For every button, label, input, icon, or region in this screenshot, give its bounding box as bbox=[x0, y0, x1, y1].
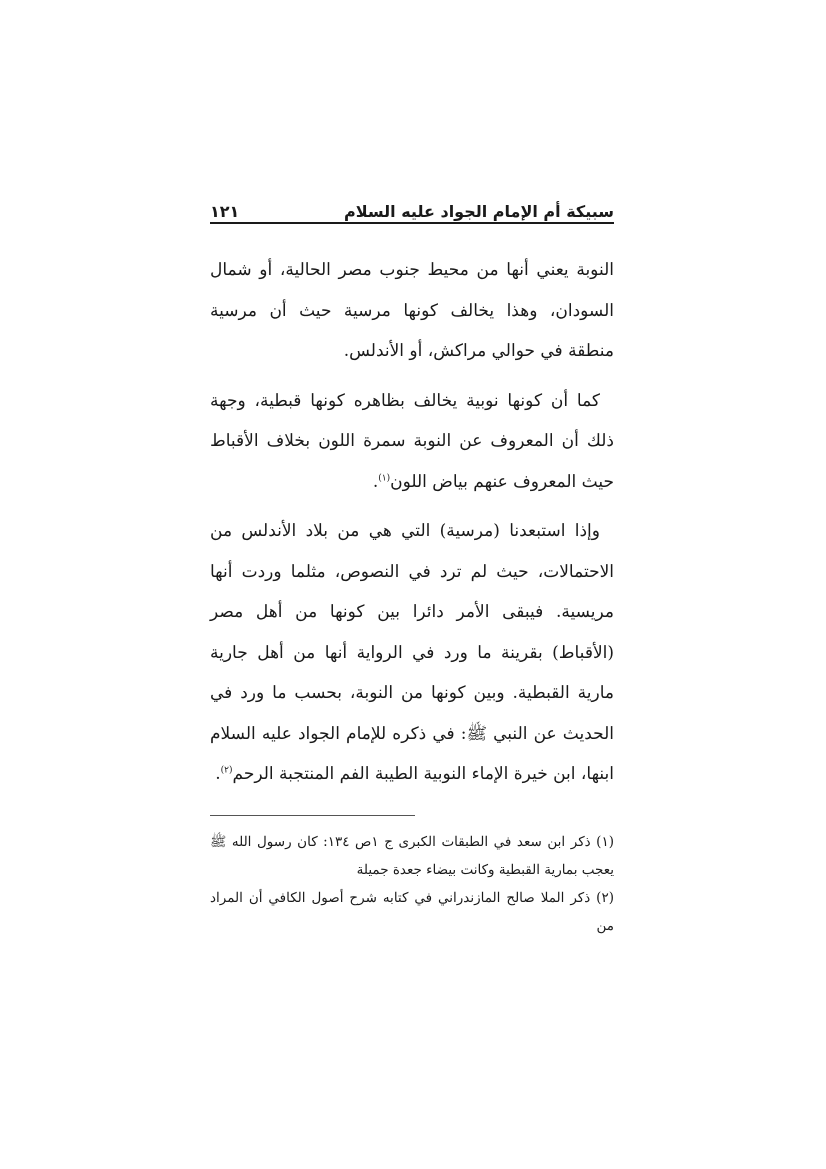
page-number: ١٢١ bbox=[210, 202, 240, 221]
body-text bbox=[210, 250, 614, 804]
header-divider bbox=[210, 222, 614, 224]
paragraph-3: وإذا استبعدنا (مرسية) التي هي من بلاد الأندلس من الاحتمالات، حيث لم ترد في النصوص، مثلما وردت أنها مريسية. فيبقى الأمر دائرا بين كونها من أهل مصر (الأقباط) بقرينة ما ورد في الرواية أنها من أهل جارية مارية القبطية. وبين كونها من النوبة، بحسب ما ورد في الحديث عن النبي ﷺ: في ذكره للإمام الجواد عليه السلام ابنها، ابن خيرة الإماء النوبية الطيبة الفم المنتجبة الرحم$^{(٢)}$. bbox=[210, 521, 614, 784]
running-title: سبيكة أم الإمام الجواد عليه السلام bbox=[344, 202, 614, 221]
footnote-1: (١) ذكر ابن سعد في الطبقات الكبرى ج ١ص ١٣٤: كان رسول الله ﷺ يعجب بمارية القبطية وكانت بيضاء جعدة جميلة bbox=[210, 834, 614, 878]
book-page bbox=[210, 0, 614, 1169]
footnote-2: (٢) ذكر الملا صالح المازندراني في كتابه شرح أصول الكافي أن المراد من bbox=[210, 890, 614, 934]
footnote-divider bbox=[210, 815, 415, 816]
footnotes bbox=[210, 828, 614, 940]
paragraph-2: كما أن كونها نوبية يخالف بظاهره كونها قبطية، وجهة ذلك أن المعروف عن النوبة سمرة اللون بخلاف الأقباط حيث المعروف عنهم بياض اللون$^{(١)}$. bbox=[210, 390, 614, 492]
page-header bbox=[210, 193, 614, 223]
footnote-ref-1[interactable]: (١) bbox=[378, 472, 391, 483]
paragraph-1: النوبة يعني أنها من محيط جنوب مصر الحالية، أو شمال السودان، وهذا يخالف كونها مرسية حيث أن مرسية منطقة في حوالي مراكش، أو الأندلس. bbox=[210, 260, 614, 361]
footnote-ref-2[interactable]: (٢) bbox=[220, 765, 233, 776]
